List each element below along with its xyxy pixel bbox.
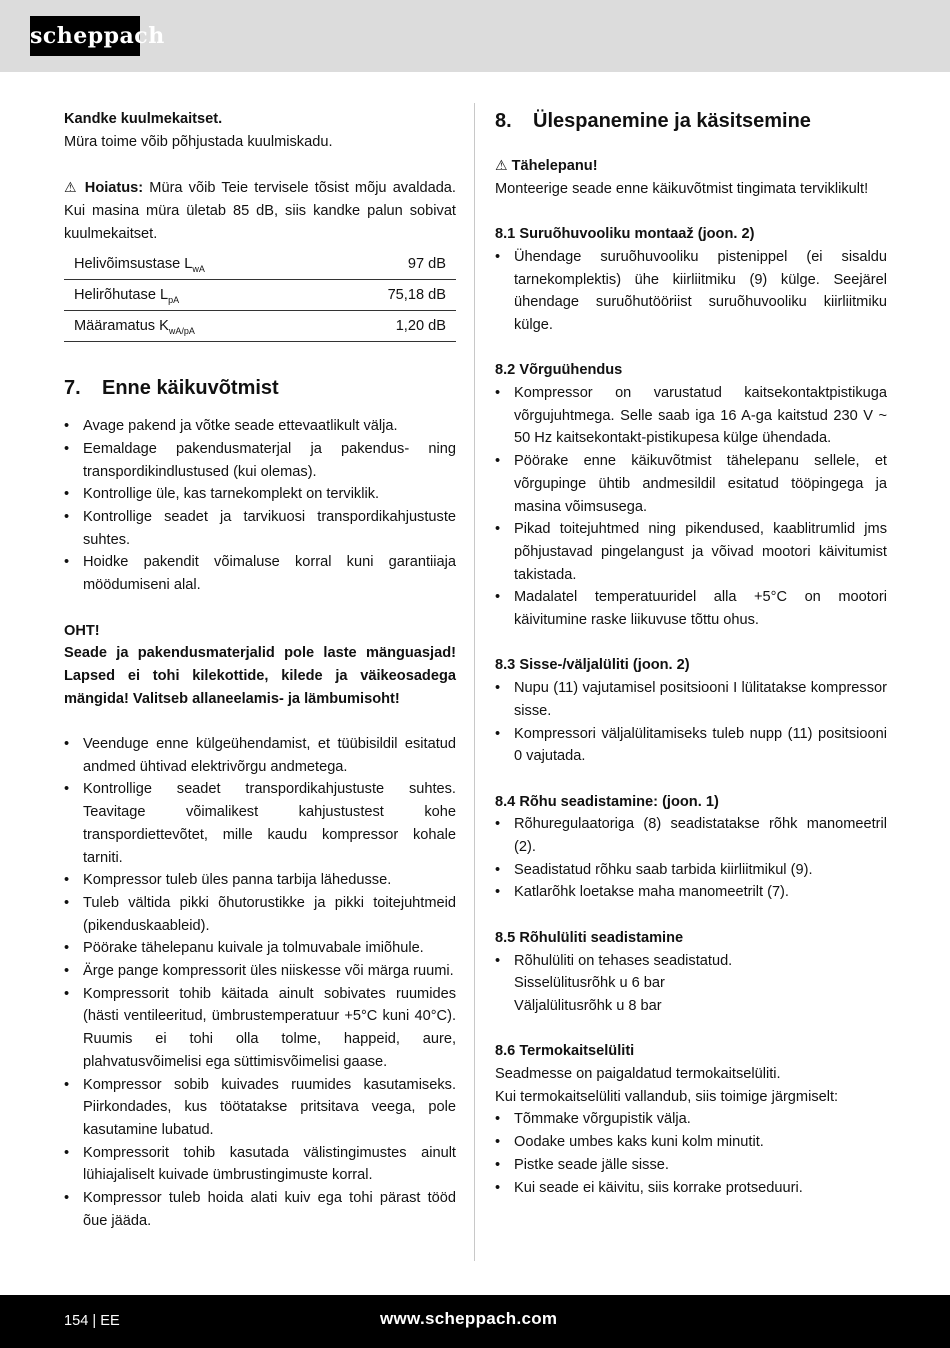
page-number: 154 | EE: [64, 1313, 120, 1329]
warning-icon: ⚠: [64, 179, 79, 196]
section-8-6-text: Kui termokaitselüliti vallandub, siis toimige järgmiselt:: [495, 1088, 839, 1105]
list-item: • Pöörake enne käikuvõtmist tähelepanu sellele, et võrgupinge ühtib andmesildil esitatud tööpingega ja masina võimsusega.: [495, 450, 887, 518]
switch-on-pressure: Sisselülitusrõhk u 6 bar: [514, 975, 665, 992]
ear-protection-text: Müra toime võib põhjustada kuulmiskadu.: [64, 133, 333, 150]
list-item: • Kompressor sobib kuivades ruumides kasutamiseks. Piirkondades, kus töötatakse pritsitava veega, pole kasutamine lubatud.: [64, 1074, 456, 1142]
noise-label: Helivõimsustase $L_{wA}$: [64, 249, 322, 280]
danger-text: Seade ja pakendusmaterjalid pole laste mänguasjad! Lapsed ei tohi kilekottide, kilede ja väikeosadega mängida! Valitseb allaneelamis- ja lämbumisoht!: [64, 645, 456, 707]
noise-value: 97 dB: [322, 249, 456, 280]
switch-off-pressure: Väljalülitusrõhk u 8 bar: [514, 997, 662, 1014]
section-8-heading: 8. Ülespanemine ja käsitsemine: [495, 110, 811, 132]
list-item: • Nupu (11) vajutamisel positsiooni I lülitatakse kompressor sisse.: [495, 677, 887, 722]
list-item: • Pikad toitejuhtmed ning pikendused, kaablitrumlid jms põhjustavad pingelangust ja võivad mootori käivitumist takistada.: [495, 518, 887, 586]
list-item: • Pistke seade jälle sisse.: [495, 1154, 887, 1177]
list-item: • Katlarõhk loetakse maha manomeetrilt (7).: [495, 881, 887, 904]
warning-text: Müra võib Teie tervisele tõsist mõju avaldada. Kui masina müra ületab 85 dB, siis kandke palun sobivat kuulmekaitset.: [64, 180, 456, 242]
left-column: [64, 108, 456, 1232]
section-8-3-title: 8.3 Sisse-/väljalüliti (joon. 2): [495, 657, 690, 674]
list-item: • Tuleb vältida pikki õhutorustikke ja pikki toitejuhtmeid (pikenduskaableid).: [64, 892, 456, 937]
list-item: • Hoidke pakendit võimaluse korral kuni garantiiaja möödumiseni alal.: [64, 551, 456, 596]
table-row: [64, 249, 456, 280]
section-7-heading: 7. Enne käikuvõtmist: [64, 377, 279, 400]
attention-heading: ⚠ Tähelepanu!: [495, 157, 598, 174]
list-item: • Kompressor tuleb hoida alati kuiv ega tohi pärast tööd õue jääda.: [64, 1187, 456, 1232]
list-item: • Ärge pange kompressorit üles niiskesse või märga ruumi.: [64, 960, 456, 983]
section-8-5-list: [495, 950, 887, 973]
right-column: [495, 108, 887, 1199]
page-footer: [0, 1295, 950, 1348]
website-link[interactable]: www.scheppach.com: [380, 1309, 558, 1328]
list-item: • Ühendage suruõhuvooliku pistenippel (ei sisaldu tarnekomplektis) ühe kiirliitmiku (9) külge. Seejärel ühendage suruõhutööriist suruõhuvooliku kiirliitmiku külge.: [495, 246, 887, 337]
noise-table: [64, 249, 456, 342]
list-item: • Madalatel temperatuuridel alla +5°C on mootori käivitumine raske liikuvuse tõttu ohus.: [495, 586, 887, 631]
noise-value: 1,20 dB: [322, 311, 456, 342]
list-item: • Kompressorit tohib kasutada välistingimustes ainult lühiajaliselt kuivade ümbrustingimuste korral.: [64, 1142, 456, 1187]
setup-list: [64, 733, 456, 1232]
warning-icon: ⚠: [495, 157, 508, 173]
list-item: • Rõhuregulaatoriga (8) seadistatakse rõhk manomeetril (2).: [495, 813, 887, 858]
section-8-1-title: 8.1 Suruõhuvooliku montaaž (joon. 2): [495, 226, 755, 243]
list-item: • Kontrollige seadet transpordikahjustuste suhtes. Teavitage võimalikest kahjustustest kohe transpordiettevõtet, mille kaudu kompressor kohale tarniti.: [64, 778, 456, 869]
section-8-4-list: [495, 813, 887, 904]
column-divider: [474, 103, 475, 1261]
section-7-list: [64, 415, 456, 597]
list-item: • Tõmmake võrgupistik välja.: [495, 1108, 887, 1131]
section-8-2-list: [495, 382, 887, 632]
section-8-5-title: 8.5 Rõhulüliti seadistamine: [495, 929, 684, 946]
section-8-3-list: [495, 677, 887, 768]
page-header: [0, 0, 950, 72]
list-item: • Eemaldage pakendusmaterjal ja pakendus- ning transpordikindlustused (kui olemas).: [64, 438, 456, 483]
noise-label: Helirõhutase $L_{pA}$: [64, 280, 322, 311]
list-item: • Kontrollige seadet ja tarvikuosi transpordikahjustuste suhtes.: [64, 506, 456, 551]
section-8-1-list: [495, 246, 887, 337]
noise-label: Määramatus $K_{wA/pA}$: [64, 311, 322, 342]
noise-value: 75,18 dB: [322, 280, 456, 311]
list-item: • Seadistatud rõhku saab tarbida kiirliitmikul (9).: [495, 859, 887, 882]
section-8-6-text: Seadmesse on paigaldatud termokaitselüliti.: [495, 1066, 781, 1083]
table-row: [64, 311, 456, 342]
list-item: • Kui seade ei käivitu, siis korrake protseduuri.: [495, 1177, 887, 1200]
list-item: • Kompressor on varustatud kaitsekontaktpistikuga võrgujuhtmega. Selle saab iga 16 A-ga kaitstud 230 V ~ 50 Hz kaitsekontakt-pistikupesa külge ühendada.: [495, 382, 887, 450]
list-item: • Kompressorit tohib käitada ainult sobivates ruumides (hästi ventileeritud, ümbrustemperatuur +5°C kuni 40°C). Ruumis ei tohi olla tolme, happeid, aure, plahvatusvõimelisi ega süttimisvõimelisi gaase.: [64, 983, 456, 1074]
attention-text: Monteerige seade enne käikuvõtmist tingimata terviklikult!: [495, 180, 869, 197]
scheppach-logo: scheppach: [30, 16, 140, 56]
section-8-6-title: 8.6 Termokaitselüliti: [495, 1043, 635, 1060]
warning-label: Hoiatus:: [84, 180, 144, 197]
section-8-4-title: 8.4 Rõhu seadistamine: (joon. 1): [495, 793, 719, 810]
danger-label: OHT!: [64, 622, 100, 639]
list-item: • Oodake umbes kaks kuni kolm minutit.: [495, 1131, 887, 1154]
list-item: • Pöörake tähelepanu kuivale ja tolmuvabale imiõhule.: [64, 937, 456, 960]
list-item: • Kontrollige üle, kas tarnekomplekt on terviklik.: [64, 483, 456, 506]
list-item: • Kompressori väljalülitamiseks tuleb nupp (11) positsiooni 0 vajutada.: [495, 723, 887, 768]
noise-warning: [64, 176, 456, 245]
section-8-2-title: 8.2 Võrguühendus: [495, 362, 623, 379]
list-item: • Kompressor tuleb üles panna tarbija lähedusse.: [64, 869, 456, 892]
list-item: • Avage pakend ja võtke seade ettevaatlikult välja.: [64, 415, 456, 438]
list-item: • Veenduge enne külgeühendamist, et tüübisildil esitatud andmed ühtivad elektrivõrgu andmetega.: [64, 733, 456, 778]
list-item: • Rõhulüliti on tehases seadistatud.: [495, 950, 887, 973]
section-8-6-list: [495, 1108, 887, 1199]
ear-protection-title: Kandke kuulmekaitset.: [64, 111, 223, 127]
table-row: [64, 280, 456, 311]
